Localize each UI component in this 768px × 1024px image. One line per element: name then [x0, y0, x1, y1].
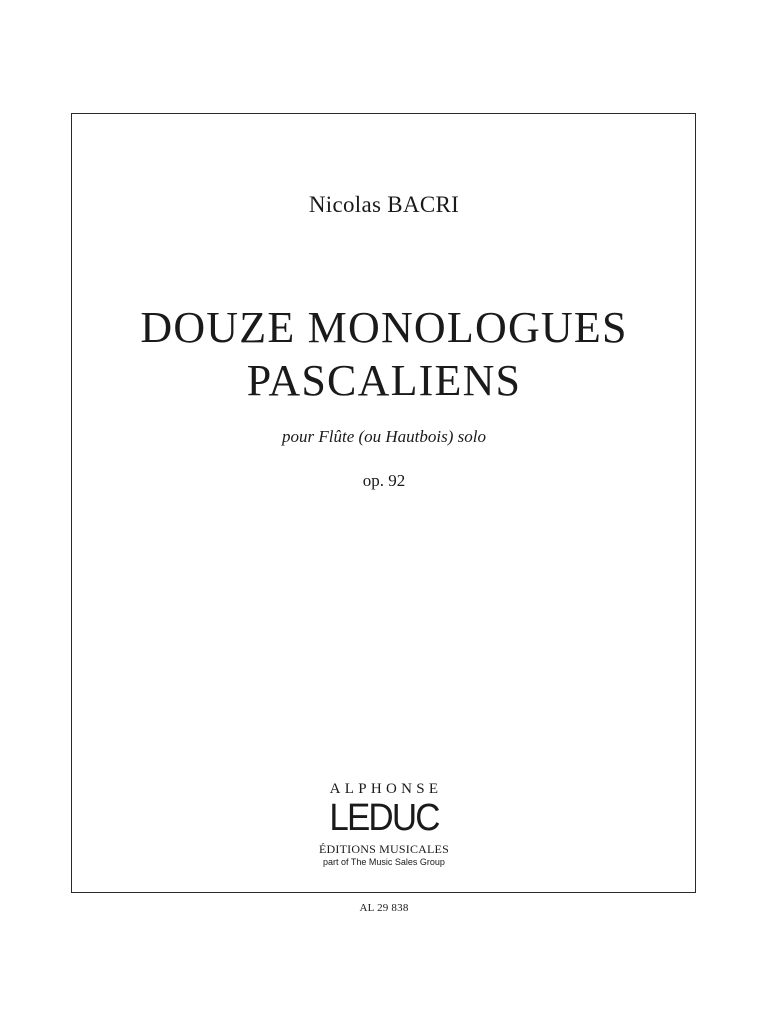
composer-name: Nicolas BACRI [308, 192, 460, 217]
title-line-1: DOUZE MONOLOGUES [140, 303, 628, 352]
publisher-logo-top: ALPHONSE [329, 781, 443, 797]
opus-number: op. 92 [362, 471, 406, 490]
publisher-group: part of The Music Sales Group [323, 857, 445, 867]
cover-frame [71, 113, 696, 893]
publisher-editions: ÉDITIONS MUSICALES [319, 842, 449, 856]
title-line-2: PASCALIENS [246, 356, 522, 405]
publisher-logo-main: LEDUC [329, 797, 439, 839]
publisher-logo [284, 780, 484, 880]
catalog-number: AL 29 838 [359, 902, 409, 914]
subtitle: pour Flûte (ou Hautbois) solo [282, 427, 486, 446]
